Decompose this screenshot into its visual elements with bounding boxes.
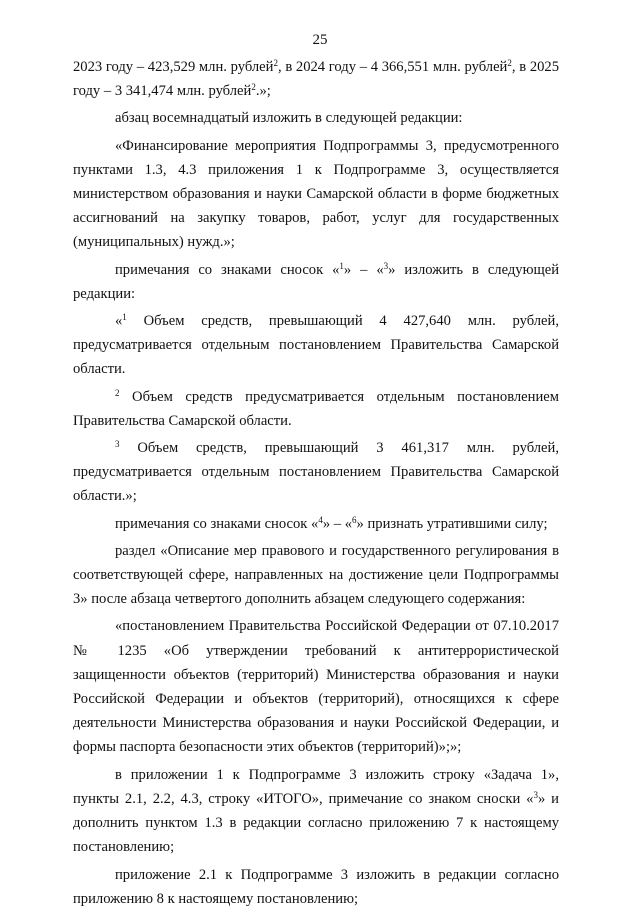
footnote-marker: 2 <box>251 82 256 93</box>
footnote-marker: 3 <box>383 260 389 271</box>
paragraph: «Финансирование мероприятия Подпрограммы 3, предусмотренного пунктами 1.3, 4.3 приложения 1 к Подпрограмме 3, осуществляется министерством образования и науки Самарской области в форме бюджетных ассигнований на закупку товаров, работ, услуг для государственных (муниципальных) нужд.»; <box>73 137 559 251</box>
page-number: 25 <box>312 32 328 48</box>
paragraph: «$^1$ Объем средств, превышающий 4 427,640 млн. рублей, предусматривается отдельным постановлением Правительства Самарской области. <box>73 312 559 378</box>
footnote-marker: 6 <box>352 514 357 525</box>
paragraph: 2023 году – 423,529 млн. рублей$^2$, в 2024 году – 4 366,551 млн. рублей$^2$, в 2025 году – 3 341,474 млн. рублей$^2$.»; <box>73 58 560 100</box>
paragraph: «постановлением Правительства Российской Федерации от 07.10.2017 № 1235 «Об утверждении требований к антитеррористической защищенности объектов (территорий) Министерства образования и науки Российской Федерации и объектов (территорий), относящихся к сфере деятельности Министерства образования и науки Российской Федерации, и формы паспорта безопасности этих объектов (территорий)»;»; <box>73 618 559 756</box>
footnote-marker: 1 <box>339 260 344 271</box>
paragraph: раздел «Описание мер правового и государственного регулирования в соответствующей сфере, направленных на достижение цели Подпрограммы 3» после абзаца четвертого дополнить абзацем следующего содержания: <box>73 542 559 608</box>
paragraph: примечания со знаками сносок «$^4$» – «$^6$» признать утратившими силу; <box>115 514 548 532</box>
paragraph: примечания со знаками сносок «$^1$» – «$^3$» изложить в следующей редакции: <box>73 260 560 302</box>
footnote-marker: 2 <box>115 387 120 398</box>
paragraph: приложение 2.1 к Подпрограмме 3 изложить в редакции согласно приложению 8 к настоящему постановлению; <box>73 866 559 907</box>
paragraph: абзац восемнадцатый изложить в следующей редакции: <box>115 110 463 127</box>
footnote-marker: 3 <box>533 789 538 800</box>
document-body <box>73 55 559 911</box>
footnote-marker: 2 <box>273 58 278 68</box>
paragraph: в приложении 1 к Подпрограмме 3 изложить строку «Задача 1», пункты 2.1, 2.2, 4.3, строку «ИТОГО», примечание со знаком сноски «$^3$» и дополнить пунктом 1.3 в редакции согласно приложению 7 к настоящему постановлению; <box>73 766 559 856</box>
footnote-marker: 3 <box>115 439 120 450</box>
footnote-marker: 1 <box>122 312 127 323</box>
footnote-marker: 2 <box>507 58 512 68</box>
paragraph: $^3$ Объем средств, превышающий 3 461,317 млн. рублей, предусматривается отдельным постановлением Правительства Самарской области.»; <box>73 439 559 505</box>
paragraph: $^2$ Объем средств предусматривается отдельным постановлением Правительства Самарской области. <box>73 387 559 429</box>
footnote-marker: 4 <box>318 514 323 525</box>
